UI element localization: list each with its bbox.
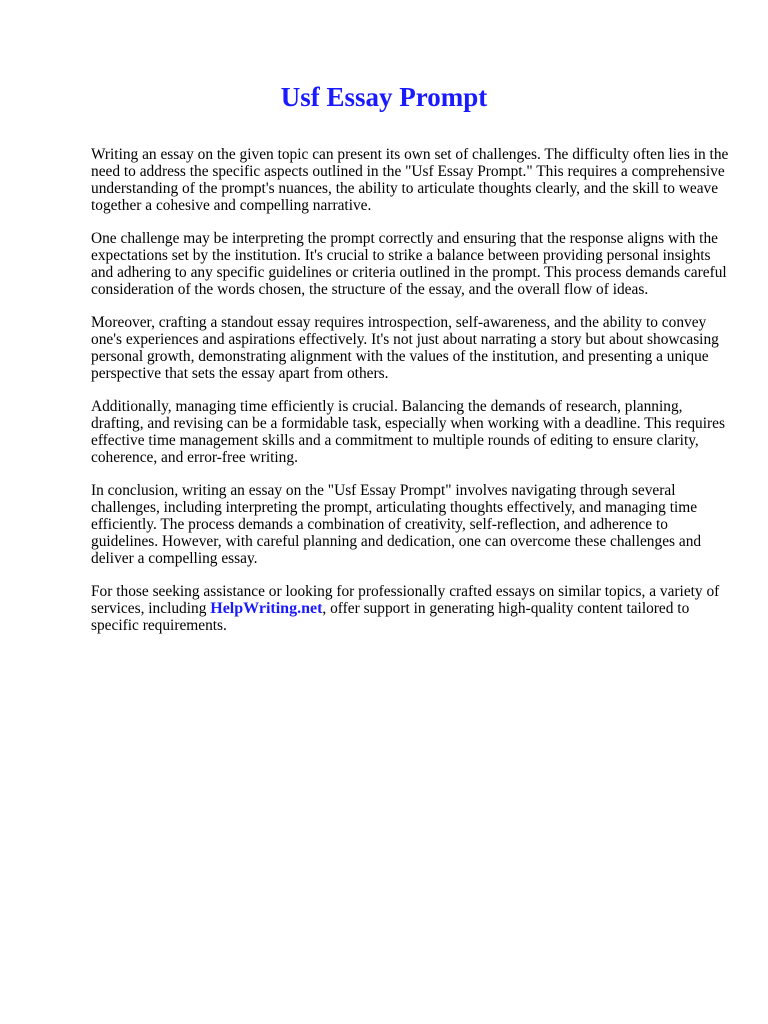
paragraph-4: Additionally, managing time efficiently is crucial. Balancing the demands of research, planning, drafting, and revising can be a formidable task, especially when working with a deadline. This requires effective time management skills and a commitment to multiple rounds of editing to ensure clarity, coherence, and error-free writing. — [91, 398, 725, 466]
paragraph-1: Writing an essay on the given topic can present its own set of challenges. The difficulty often lies in the need to address the specific aspects outlined in the "Usf Essay Prompt." This requires a comprehensive understanding of the prompt's nuances, the ability to articulate thoughts clearly, and the skill to weave together a cohesive and compelling narrative. — [91, 146, 729, 214]
closing-text-after-link: , offer support in generating high-quality content tailored to specific requirements. — [91, 600, 690, 634]
document-body — [91, 146, 731, 650]
helpwriting-link[interactable]: HelpWriting.net — [210, 600, 323, 617]
page-title: Usf Essay Prompt — [280, 82, 488, 112]
closing-text-before-link: For those seeking assistance or looking for professionally crafted essays on similar topics, a variety of services, including — [91, 583, 720, 617]
paragraph-2: One challenge may be interpreting the prompt correctly and ensuring that the response aligns with the expectations set by the institution. It's crucial to strike a balance between providing personal insights and adhering to any specific guidelines or criteria outlined in the prompt. This process demands careful consideration of the words chosen, the structure of the essay, and the overall flow of ideas. — [91, 230, 727, 298]
closing-paragraph — [91, 583, 731, 634]
paragraph-3: Moreover, crafting a standout essay requires introspection, self-awareness, and the ability to convey one's experiences and aspirations effectively. It's not just about narrating a story but about showcasing personal growth, demonstrating alignment with the values of the institution, and presenting a unique perspective that sets the essay apart from others. — [91, 314, 719, 382]
paragraph-5: In conclusion, writing an essay on the "Usf Essay Prompt" involves navigating through several challenges, including interpreting the prompt, articulating thoughts effectively, and managing time efficiently. The process demands a combination of creativity, self-reflection, and adherence to guidelines. However, with careful planning and dedication, one can overcome these challenges and deliver a compelling essay. — [91, 482, 702, 567]
